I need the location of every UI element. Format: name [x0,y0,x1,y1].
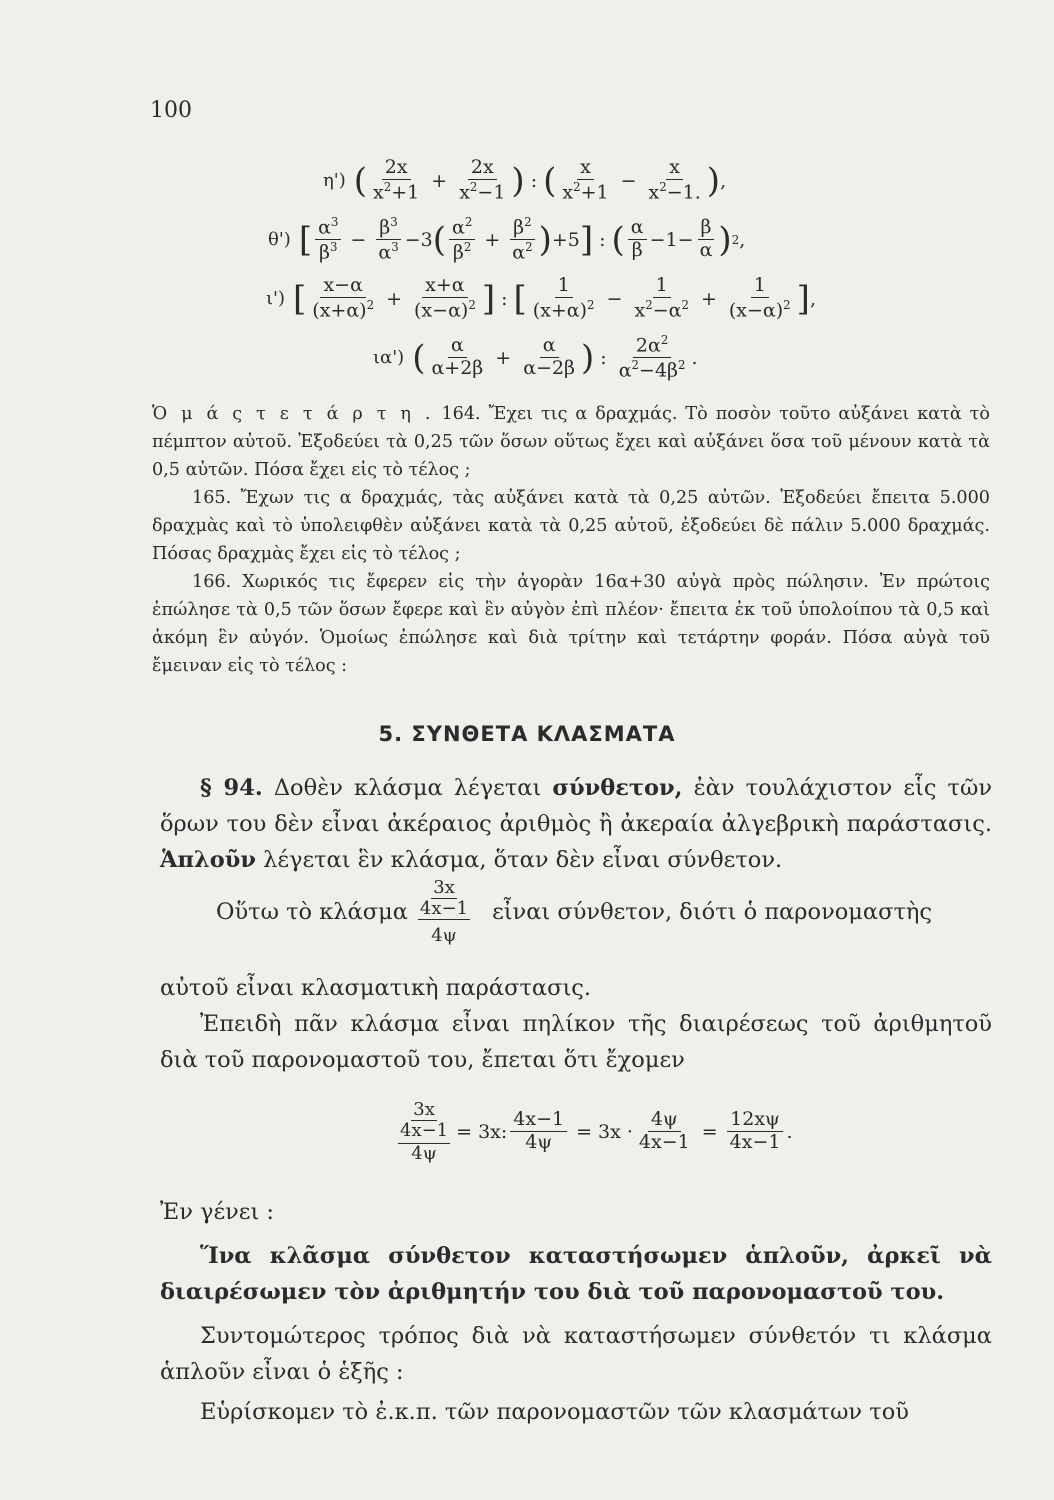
shorter-method: Συντομώτερος τρόπος διὰ νὰ καταστήσωμεν σύνθετόν τι κλάσμα ἁπλοῦν εἶναι ὁ ἑξῆς : [160,1323,992,1385]
find-lcm: Εὑρίσκομεν τὸ ἐ.κ.π. τῶν παρονομαστῶν τῶν κλασμάτων τοῦ [200,1399,909,1425]
quotient-text: Ἐπειδὴ πᾶν κλάσμα εἶναι πηλίκον τῆς διαιρέσεως τοῦ ἀριθμητοῦ διὰ τοῦ παρονομαστοῦ του, ἔπεται ὅτι ἔχομεν [160,1011,992,1073]
page-number: 100 [150,98,192,123]
section-title: 5. ΣΥΝΘΕΤΑ ΚΛΑΣΜΑΤΑ [378,722,676,746]
problem-165: 165. Ἔχων τις α δραχμάς, τὰς αὐξάνει κατὰ τὰ 0,25 αὐτῶν. Ἐξοδεύει ἔπειτα 5.000 δραχμὰς καὶ τὸ ὑπολειφθὲν αὐξάνει κατὰ τὰ 0,25 αὐτοῦ, ἐξοδεύει δὲ πάλιν 5.000 δραχμάς. Πόσας δραχμὰς ἔχει εἰς τὸ τέλος ; [152,488,990,564]
exercise-group [152,400,990,680]
example-text: Οὕτω τὸ κλάσμα [216,898,408,925]
general-label: Ἐν γένει : [160,1199,275,1225]
exercise-theta: θ') [ $\frac{\alpha^3}{\beta^3}$ − $\frac{\beta^3}{\alpha^3}$ −3 ( $\frac{\alpha^2}{\beta^2}$ + $\frac{\beta^2}{\alpha^2}$ ) +5 ] : ( $\frac{\alpha}{\beta}$ −1− $\frac{\beta}{\alpha}$ ) 2 , [268,215,746,264]
definition-text: λέγεται ἓν κλάσμα, ὅταν δὲν εἶναι σύνθετον. [263,847,783,873]
exercise-label: ι') [266,288,286,310]
exercise-label: η') [323,170,346,192]
term-composite: σύνθετον, [552,775,683,801]
exercise-eta: η') ( $\frac{2x}{x^2+1}$ + $\frac{2x}{x^2-1}$ ) : ( $\frac{x}{x^2+1}$ − $\frac{x}{x^2-1.}$ ) , [323,156,727,204]
exercise-ia: ια') ( $\frac{\alpha}{\alpha+2\beta}$ + $\frac{\alpha}{\alpha-2\beta}$ ) : $\frac{2\alpha^2}{\alpha^2-4\beta^2}$ . [373,333,698,382]
exercise-label: ια') [373,347,405,369]
problem-166: 166. Χωρικός τις ἔφερεν εἰς τὴν ἀγορὰν 16α+30 αὐγὰ πρὸς πώλησιν. Ἐν πρώτοις ἐπώλησε τὰ 0,5 τῶν ὅσων ἔφερε καὶ ἓν αὐγὸν ἐπὶ πλέον· ἔπειτα ἐκ τοῦ ὑπολοίπου τὰ 0,5 καὶ ἀκόμη ἓν αὐγόν. Ὁμοίως ἐπώλησε καὶ διὰ τρίτην καὶ τετάρτην φοράν. Πόσα αὐγὰ τοῦ ἔμειναν εἰς τὸ τέλος : [152,572,990,676]
definition-94 [160,770,992,878]
term-simple: Ἁπλοῦν [160,847,256,873]
example-text: αὐτοῦ εἶναι κλασματικὴ παράστασις. [160,975,592,1001]
derivation-equation: 3x 4x−1 4ψ = 3x: $\frac{4x-1}{4\psi}$ = 3x · $\frac{4\psi}{4x-1}$ = $\frac{12x\psi}{4x-1}$ . [400,1099,793,1164]
exercise-iota: ι') [ $\frac{x-\alpha}{(x+\alpha)^2}$ + $\frac{x+\alpha}{(x-\alpha)^2}$ ] : [ $\frac{1}{(x+\alpha)^2}$ − $\frac{1}{x^2-\alpha^2}$ + $\frac{1}{(x-\alpha)^2}$ ] , [266,274,816,322]
problem-164: 164. Ἔχει τις α δραχμάς. Τὸ ποσὸν τοῦτο αὐξάνει κατὰ τὸ πέμπτον αὐτοῦ. Ἐξοδεύει τὰ 0,25 τῶν ὅσων οὕτως ἔχει καὶ αὐξάνει ὅσα τοῦ μένουν κατὰ τὰ 0,5 αὐτῶν. Πόσα ἔχει εἰς τὸ τέλος ; [152,404,991,480]
example-text: εἶναι σύνθετον, διότι ὁ παρονομαστὴς [492,898,932,925]
group-heading: Ὁ μ ά ς τ ε τ ά ρ τ η . [152,404,434,424]
example-line [216,878,932,945]
general-rule [160,1194,992,1430]
definition-text: ἐὰν τουλάχιστον εἷς τῶν ὅρων του δὲν εἶναι ἀκέραιος ἀριθμὸς ἢ ἀκεραία ἀλγεβρικὴ παράστασις. [160,775,993,837]
definition-text: Δοθὲν κλάσμα λέγεται [273,775,542,801]
example-tail [160,970,992,1078]
paragraph-number: § 94. [200,775,263,801]
exercise-label: θ') [268,229,291,251]
rule-statement: Ἵνα κλᾶσμα σύνθετον καταστήσωμεν ἁπλοῦν, ἀρκεῖ νὰ διαιρέσωμεν τὸν ἀριθμητήν του διὰ τοῦ παρονομαστοῦ του. [160,1243,992,1305]
example-fraction: 3x 4x−1 4ψ [419,877,469,946]
